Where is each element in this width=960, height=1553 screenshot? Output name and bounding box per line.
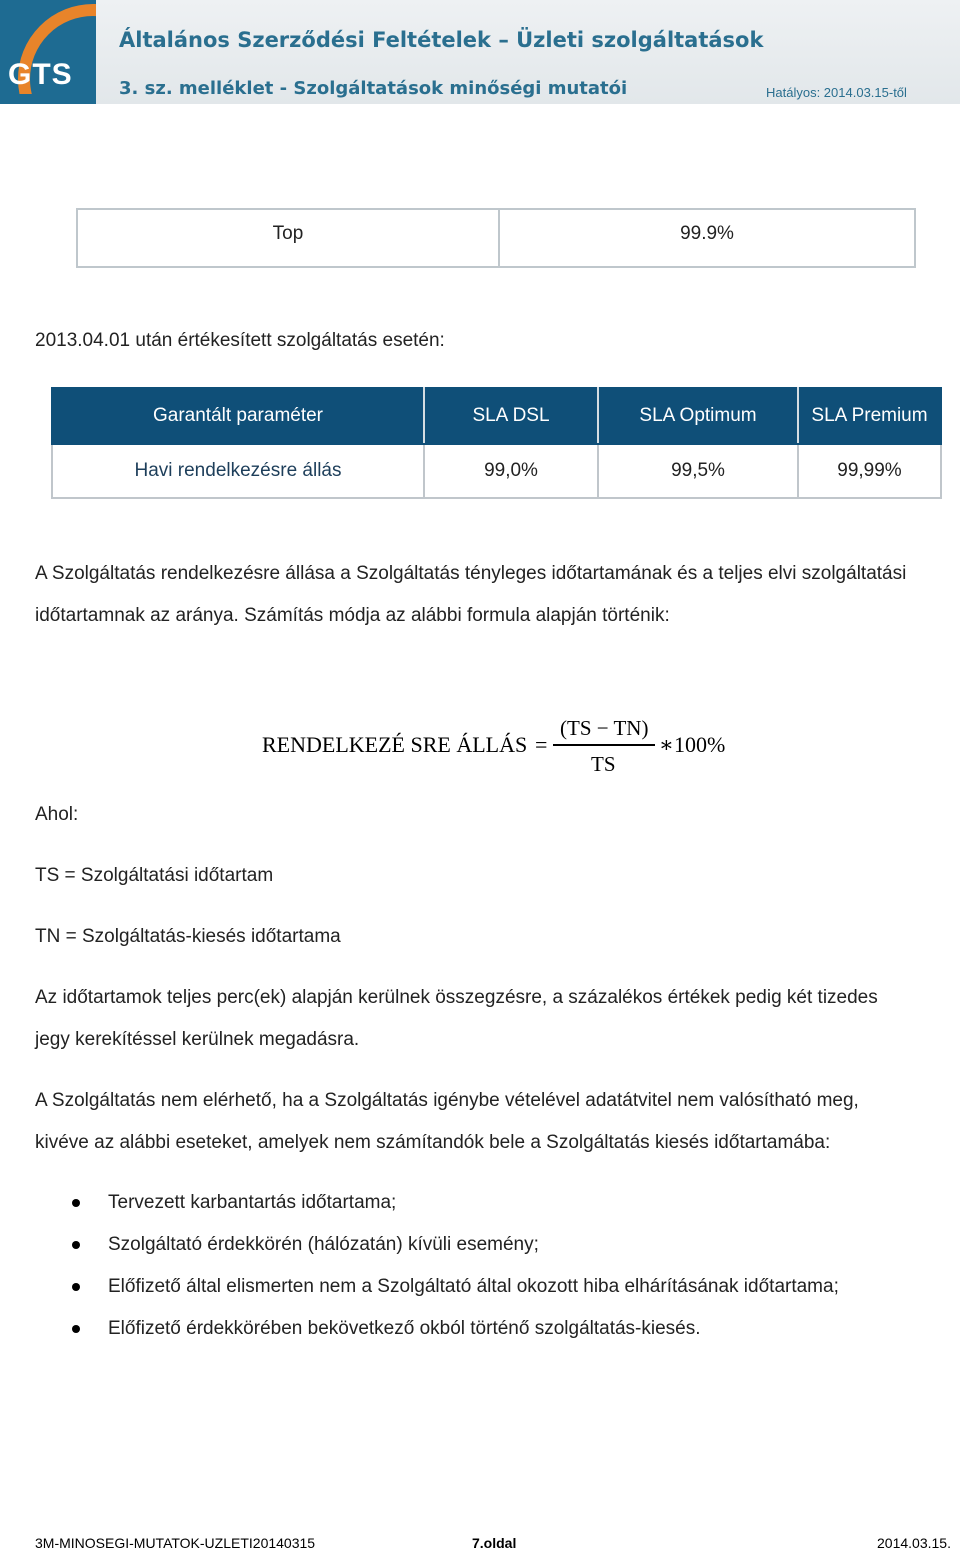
cell-optimum: 99,5% bbox=[598, 444, 798, 498]
gts-logo bbox=[0, 0, 96, 104]
bullet-icon bbox=[72, 1241, 80, 1249]
unavailability-paragraph bbox=[35, 1080, 956, 1164]
footer-date: 2014.03.15. bbox=[877, 1535, 951, 1551]
effective-date: Hatályos: 2014.03.15-től bbox=[766, 85, 907, 100]
formula-lhs: RENDELKEZÉ SRE ÁLLÁS bbox=[262, 732, 528, 757]
bullet-icon bbox=[72, 1283, 80, 1291]
document-title: Általános Szerződési Feltételek – Üzleti szolgáltatások bbox=[119, 28, 764, 52]
formula-denominator: TS bbox=[591, 752, 616, 776]
cell-dsl: 99,0% bbox=[424, 444, 598, 498]
top-value-cell: 99.9% bbox=[499, 209, 915, 267]
bullet-icon bbox=[72, 1199, 80, 1207]
page-header bbox=[0, 0, 960, 104]
table-row bbox=[52, 444, 941, 498]
paragraph-line: jegy kerekítéssel kerülnek megadásra. bbox=[35, 1029, 360, 1050]
fraction-bar bbox=[553, 744, 655, 746]
paragraph-line: időtartamnak az aránya. Számítás módja az alábbi formula alapján történik: bbox=[35, 605, 670, 626]
intro-line: 2013.04.01 után értékesített szolgáltatás esetén: bbox=[35, 330, 445, 351]
paragraph-line: A Szolgáltatás nem elérhető, ha a Szolgáltatás igénybe vételével adatátvitel nem valósítható meg, bbox=[35, 1090, 859, 1111]
top-label-cell: Top bbox=[77, 209, 499, 267]
paragraph-line: kivéve az alábbi eseteket, amelyek nem számítandók bele a Szolgáltatás kiesés időtartamába: bbox=[35, 1132, 831, 1153]
header-sla-dsl: SLA DSL bbox=[424, 388, 598, 444]
list-item: Előfizető által elismerten nem a Szolgáltató által okozott hiba elhárításának időtartama; bbox=[108, 1276, 839, 1297]
logo-text: GTS bbox=[8, 58, 73, 91]
rounding-paragraph bbox=[35, 977, 956, 1061]
definition-tn: TN = Szolgáltatás-kiesés időtartama bbox=[35, 926, 341, 947]
document-subtitle: 3. sz. melléklet - Szolgáltatások minőségi mutatói bbox=[119, 78, 628, 99]
footer-doc-code: 3M-MINOSEGI-MUTATOK-UZLETI20140315 bbox=[35, 1535, 316, 1551]
bullet-icon bbox=[72, 1325, 80, 1333]
definition-ts: TS = Szolgáltatási időtartam bbox=[35, 865, 274, 886]
formula-multiplier: ∗100% bbox=[659, 732, 726, 757]
top-sla-table bbox=[76, 208, 916, 268]
table-header-row bbox=[52, 388, 941, 444]
header-sla-optimum: SLA Optimum bbox=[598, 388, 798, 444]
formula-numerator: (TS − TN) bbox=[560, 716, 649, 740]
paragraph-line: A Szolgáltatás rendelkezésre állása a Szolgáltatás tényleges időtartamának és a teljes elvi szolgáltatási bbox=[35, 563, 907, 584]
list-item: Előfizető érdekkörében bekövetkező okból történő szolgáltatás-kiesés. bbox=[108, 1318, 701, 1339]
table-row bbox=[77, 209, 915, 267]
sla-table bbox=[51, 387, 942, 499]
cell-premium: 99,99% bbox=[798, 444, 941, 498]
header-sla-premium: SLA Premium bbox=[798, 388, 941, 444]
where-label: Ahol: bbox=[35, 804, 79, 825]
list-item: Tervezett karbantartás időtartama; bbox=[108, 1192, 397, 1213]
list-item: Szolgáltató érdekkörén (hálózatán) kívüli esemény; bbox=[108, 1234, 539, 1255]
footer-page-number: 7.oldal bbox=[472, 1535, 517, 1551]
paragraph-line: Az időtartamok teljes perc(ek) alapján kerülnek összegzésre, a százalékos értékek pedig két tizedes bbox=[35, 987, 878, 1008]
header-parameter: Garantált paraméter bbox=[52, 388, 424, 444]
row-label: Havi rendelkezésre állás bbox=[52, 444, 424, 498]
availability-paragraph bbox=[35, 553, 956, 637]
formula-equals: = bbox=[535, 732, 548, 757]
